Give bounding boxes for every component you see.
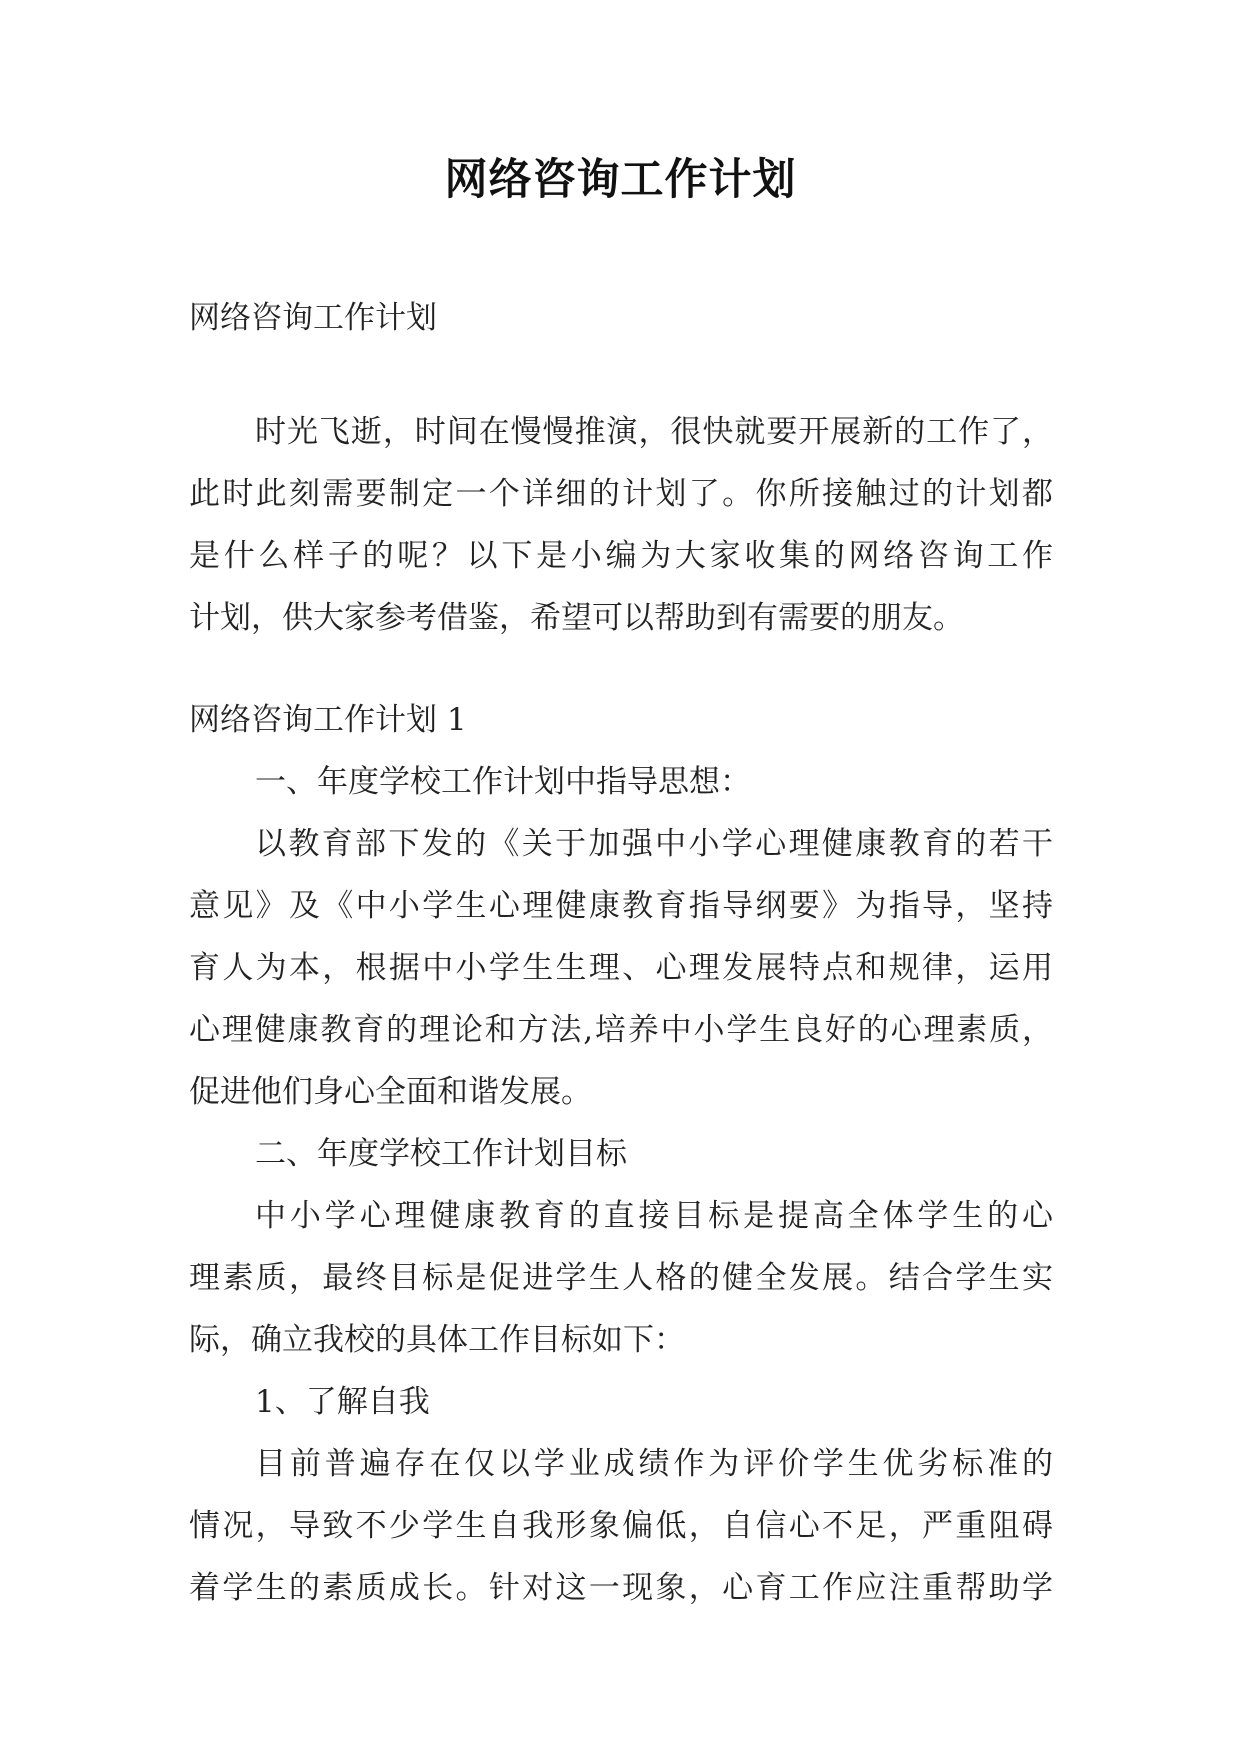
paragraph-line: 此时此刻需要制定一个详细的计划了。你所接触过的计划都 [189, 476, 1053, 512]
paragraph-line: 际，确立我校的具体工作目标如下： [189, 1322, 685, 1358]
paragraph-line: 情况，导致不少学生自我形象偏低，自信心不足，严重阻碍 [189, 1508, 1053, 1544]
item1-paragraph [189, 1433, 1053, 1619]
paragraph-line: 中小学心理健康教育的直接目标是提高全体学生的心 [255, 1198, 1053, 1234]
intro-paragraph [189, 401, 1053, 649]
paragraph-line: 时光飞逝，时间在慢慢推演，很快就要开展新的工作了， [255, 414, 1053, 450]
paragraph-line: 心理健康教育的理论和方法,培养中小学生良好的心理素质， [189, 1012, 1053, 1048]
paragraph-line: 理素质，最终目标是促进学生人格的健全发展。结合学生实 [189, 1260, 1053, 1296]
item-heading: 1、了解自我 [255, 1384, 430, 1420]
document-title: 网络咨询工作计划 [444, 155, 797, 205]
part2-paragraph [189, 1185, 1053, 1371]
paragraph-line: 以教育部下发的《关于加强中小学心理健康教育的若干 [255, 826, 1053, 862]
document-body [189, 287, 1053, 1619]
paragraph-line: 着学生的素质成长。针对这一现象，心育工作应注重帮助学 [189, 1570, 1053, 1606]
paragraph-line: 计划，供大家参考借鉴，希望可以帮助到有需要的朋友。 [189, 600, 964, 636]
spacer [189, 649, 1053, 689]
part-heading: 二、年度学校工作计划目标 [255, 1136, 627, 1172]
part-heading: 一、年度学校工作计划中指导思想： [255, 764, 751, 800]
spacer [189, 349, 1053, 401]
paragraph-line: 育人为本，根据中小学生生理、心理发展特点和规律，运用 [189, 950, 1053, 986]
paragraph-line: 意见》及《中小学生心理健康教育指导纲要》为指导，坚持 [189, 888, 1053, 924]
paragraph-line: 是什么样子的呢？以下是小编为大家收集的网络咨询工作 [189, 538, 1053, 574]
paragraph-line: 目前普遍存在仅以学业成绩作为评价学生优劣标准的 [255, 1446, 1053, 1482]
part1-paragraph [189, 813, 1053, 1123]
section-heading: 网络咨询工作计划 1 [189, 702, 467, 738]
document-subtitle: 网络咨询工作计划 [189, 300, 437, 336]
paragraph-line: 促进他们身心全面和谐发展。 [189, 1074, 592, 1110]
